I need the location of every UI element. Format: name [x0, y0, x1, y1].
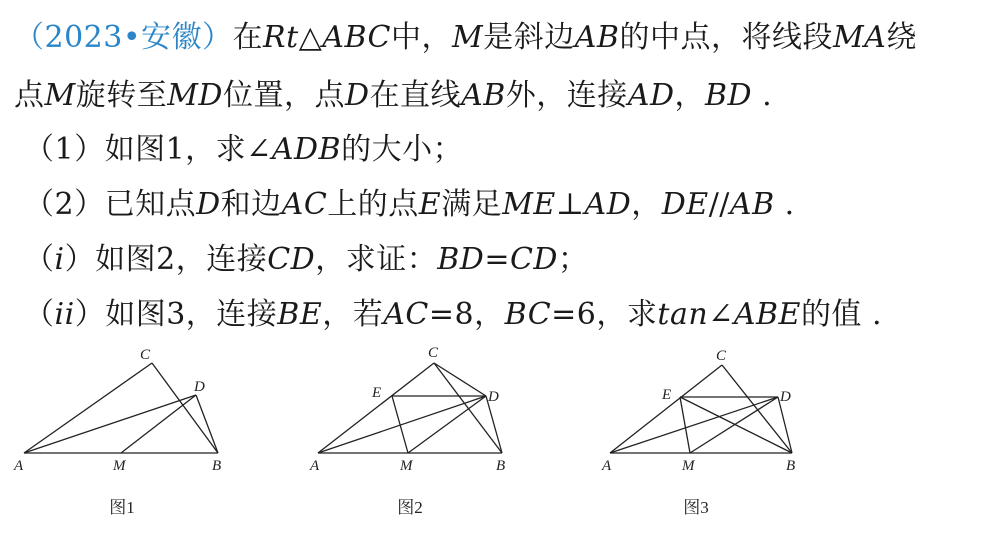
label-m: M	[682, 458, 695, 474]
label-c: C	[716, 348, 727, 364]
label-m: M	[400, 458, 413, 474]
label-e: E	[662, 387, 672, 403]
label-a: A	[602, 458, 612, 474]
figures	[0, 335, 986, 543]
problem-line-1: （2023•安徽）在Rt△ABC中，M是斜边AB的中点，将线段MA绕	[14, 20, 917, 55]
segment-cd	[434, 363, 486, 396]
figure-2-caption: 图2	[397, 498, 423, 517]
figure-3-caption: 图3	[683, 498, 709, 517]
label-c: C	[140, 347, 151, 363]
segment-md	[408, 396, 486, 453]
problem-source: （2023•安徽）	[14, 20, 233, 55]
segment-ad	[610, 397, 778, 453]
question-2-ii: （ii）如图3，连接BE，若AC=8，BC=6，求tan∠ABE的值 .	[24, 297, 883, 332]
segment-ad	[318, 396, 486, 453]
segment-be	[680, 397, 792, 453]
segment-cb	[434, 363, 502, 453]
segment-ac	[318, 363, 434, 453]
figure-1-diagram	[6, 335, 266, 485]
label-d: D	[488, 389, 499, 405]
label-m: M	[113, 458, 126, 474]
problem-line-2: 点M旋转至MD位置，点D在直线AB外，连接AD，BD .	[14, 78, 773, 113]
label-e: E	[372, 385, 382, 401]
figure-3-diagram	[592, 335, 852, 485]
figure-1-caption: 图1	[109, 498, 135, 517]
label-b: B	[496, 458, 506, 474]
figure-2-diagram	[300, 335, 560, 485]
question-2-i: （i）如图2，连接CD，求证：BD=CD；	[24, 242, 589, 277]
segment-me	[680, 397, 690, 453]
label-d: D	[194, 379, 205, 395]
label-a: A	[310, 458, 320, 474]
label-b: B	[786, 458, 796, 474]
label-d: D	[780, 389, 791, 405]
label-c: C	[428, 345, 439, 361]
question-1: （1）如图1，求∠ADB的大小；	[24, 132, 464, 167]
segment-ac	[24, 363, 152, 453]
segment-me	[392, 396, 408, 453]
segment-db	[196, 395, 218, 453]
label-b: B	[212, 458, 222, 474]
segment-md	[121, 395, 196, 453]
segment-md	[690, 397, 778, 453]
segment-cb	[152, 363, 218, 453]
question-2: （2）已知点D和边AC上的点E满足ME⊥AD，DE//AB .	[24, 187, 795, 222]
label-a: A	[14, 458, 24, 474]
segment-ad	[24, 395, 196, 453]
